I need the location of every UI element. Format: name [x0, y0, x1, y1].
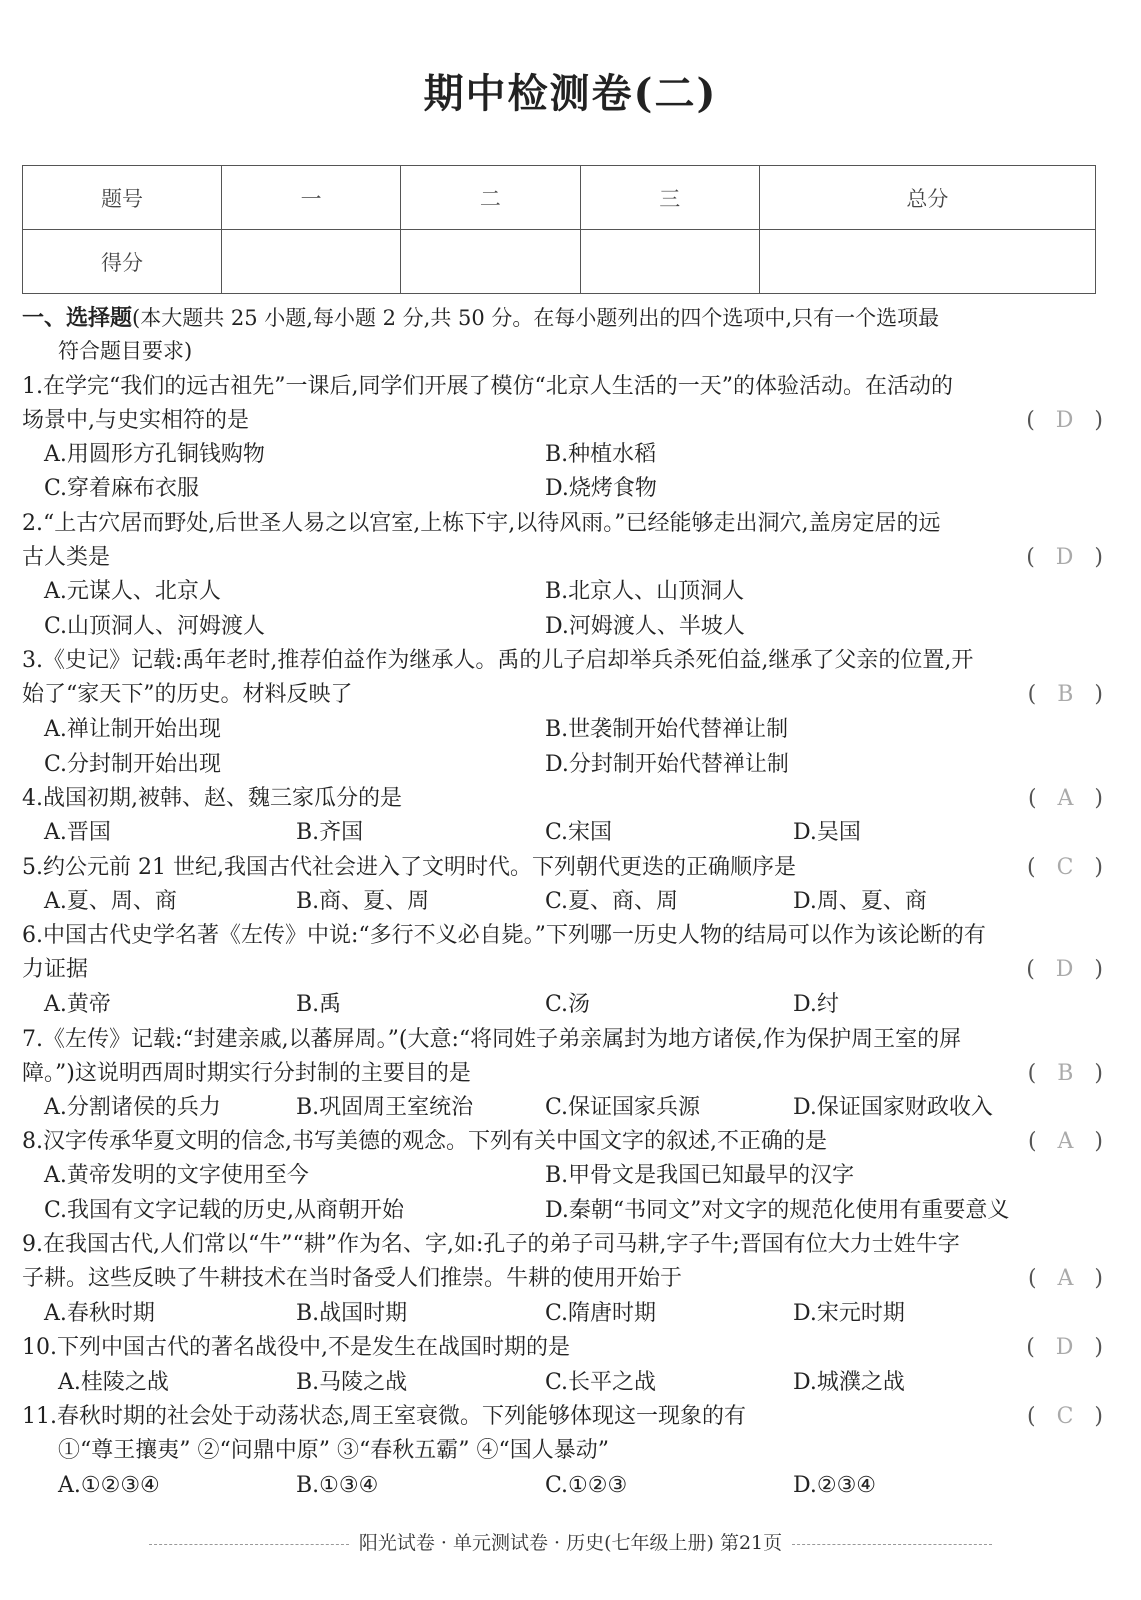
answer-bracket[interactable]: ( B ) [1027, 1061, 1103, 1086]
answer-option[interactable]: B.齐国 [296, 820, 364, 845]
answer-option[interactable]: B.巩固周王室统治 [296, 1095, 474, 1120]
answer-option[interactable]: D.河姆渡人、半坡人 [545, 614, 745, 639]
answer-option[interactable]: C.隋唐时期 [545, 1301, 657, 1326]
score-table-score-row [23, 230, 1096, 294]
answer-option[interactable]: C.长平之战 [545, 1370, 657, 1395]
answer-option[interactable]: A.黄帝 [44, 992, 111, 1017]
page-title: 期中检测卷(二) [423, 70, 718, 117]
question-stem: 3.《史记》记载:禹年老时,推荐伯益作为继承人。禹的儿子启却举兵杀死伯益,继承了父亲的位置,开 [22, 648, 974, 673]
answer-bracket[interactable]: ( A ) [1027, 1129, 1103, 1154]
answer-option[interactable]: A.元谋人、北京人 [44, 579, 221, 604]
answer-option[interactable]: D.烧烤食物 [545, 476, 657, 501]
question-stem-cont: 古人类是 [22, 545, 111, 570]
answer-bracket[interactable]: ( D ) [1026, 957, 1103, 982]
answer-bracket[interactable]: ( C ) [1027, 1404, 1103, 1429]
answer-option[interactable]: B.种植水稻 [545, 442, 657, 467]
answer-option[interactable]: C.宋国 [545, 820, 613, 845]
answer-option[interactable]: B.①③④ [296, 1473, 379, 1498]
answer-bracket[interactable]: ( D ) [1026, 545, 1103, 570]
score-input-cell[interactable] [401, 230, 580, 294]
score-table-cell: 题号 [23, 166, 222, 230]
section-instructions-cont: 符合题目要求) [58, 339, 193, 363]
answer-bracket[interactable]: ( A ) [1027, 1266, 1103, 1291]
answer-letter: D [1055, 1335, 1074, 1360]
answer-option[interactable]: D.周、夏、商 [793, 889, 927, 914]
answer-bracket[interactable]: ( D ) [1026, 408, 1103, 433]
question-stem: 2.“上古穴居而野处,后世圣人易之以宫室,上栋下宇,以待风雨。”已经能够走出洞穴,盖房定居的远 [22, 511, 941, 536]
question-stem: 6.中国古代史学名著《左传》中说:“多行不义必自毙。”下列哪一历史人物的结局可以作为该论断的有 [22, 923, 986, 948]
section-instructions: (本大题共 25 小题,每小题 2 分,共 50 分。在每小题列出的四个选项中,只有一个选项最 [132, 306, 940, 330]
answer-letter: B [1057, 1061, 1074, 1086]
answer-letter: A [1057, 1129, 1074, 1154]
answer-option[interactable]: B.马陵之战 [296, 1370, 408, 1395]
answer-option[interactable]: D.宋元时期 [793, 1301, 905, 1326]
score-table-cell: 得分 [23, 230, 222, 294]
question-stem: 9.在我国古代,人们常以“牛”“耕”作为名、字,如:孔子的弟子司马耕,字子牛;晋国有位大力士姓牛字 [22, 1232, 960, 1257]
question-stem-cont: 场景中,与史实相符的是 [22, 408, 249, 433]
question-stem: 1.在学完“我们的远古祖先”一课后,同学们开展了模仿“北京人生活的一天”的体验活动。在活动的 [22, 374, 953, 399]
answer-option[interactable]: C.夏、商、周 [545, 889, 679, 914]
answer-option[interactable]: A.用圆形方孔铜钱购物 [44, 442, 265, 467]
answer-option[interactable]: A.夏、周、商 [44, 889, 177, 914]
section-heading: 一、选择题 [22, 305, 133, 331]
question-stem: 8.汉字传承华夏文明的信念,书写美德的观念。下列有关中国文字的叙述,不正确的是 [22, 1129, 827, 1154]
question-stem-cont: 始了“家天下”的历史。材料反映了 [22, 682, 353, 707]
answer-letter: C [1056, 1404, 1074, 1429]
answer-option[interactable]: D.秦朝“书同文”对文字的规范化使用有重要意义 [545, 1198, 1010, 1223]
answer-option[interactable]: B.商、夏、周 [296, 889, 430, 914]
answer-option[interactable]: A.黄帝发明的文字使用至今 [44, 1163, 309, 1188]
answer-letter: A [1057, 786, 1074, 811]
answer-option[interactable]: C.汤 [545, 992, 591, 1017]
answer-option[interactable]: B.禹 [296, 992, 342, 1017]
answer-option[interactable]: D.分封制开始代替禅让制 [545, 752, 789, 777]
answer-bracket[interactable]: ( C ) [1027, 855, 1103, 880]
answer-option[interactable]: B.世袭制开始代替禅让制 [545, 717, 789, 742]
answer-option[interactable]: D.城濮之战 [793, 1370, 905, 1395]
question-stem: 7.《左传》记载:“封建亲戚,以蕃屏周。”(大意:“将同姓子弟亲属封为地方诸侯,作为保护周王室的屏 [22, 1027, 962, 1052]
question-stem-cont: 力证据 [22, 957, 89, 982]
answer-option[interactable]: A.春秋时期 [44, 1301, 155, 1326]
answer-option[interactable]: C.山顶洞人、河姆渡人 [44, 614, 266, 639]
answer-letter: D [1055, 545, 1074, 570]
answer-option[interactable]: C.穿着麻布衣服 [44, 476, 200, 501]
answer-option[interactable]: D.吴国 [793, 820, 861, 845]
answer-option[interactable]: B.北京人、山顶洞人 [545, 579, 745, 604]
answer-option[interactable]: D.纣 [793, 992, 839, 1017]
question-stem-cont: 子耕。这些反映了牛耕技术在当时备受人们推崇。牛耕的使用开始于 [22, 1266, 683, 1291]
answer-option[interactable]: A.①②③④ [58, 1473, 160, 1498]
score-table-cell: 二 [401, 166, 580, 230]
question-stem: 5.约公元前 21 世纪,我国古代社会进入了文明时代。下列朝代更迭的正确顺序是 [22, 855, 796, 880]
answer-bracket[interactable]: ( B ) [1027, 682, 1103, 707]
answer-option[interactable]: B.战国时期 [296, 1301, 408, 1326]
score-table [22, 165, 1096, 294]
answer-letter: A [1057, 1266, 1074, 1291]
answer-option[interactable]: C.①②③ [545, 1473, 628, 1498]
question-stem-cont: ①“尊王攘夷” ②“问鼎中原” ③“春秋五霸” ④“国人暴动” [58, 1438, 609, 1463]
score-input-cell[interactable] [759, 230, 1095, 294]
question-stem: 4.战国初期,被韩、赵、魏三家瓜分的是 [22, 786, 402, 811]
answer-option[interactable]: C.保证国家兵源 [545, 1095, 701, 1120]
answer-option[interactable]: A.晋国 [44, 820, 111, 845]
answer-bracket[interactable]: ( D ) [1026, 1335, 1103, 1360]
answer-option[interactable]: A.桂陵之战 [58, 1370, 169, 1395]
score-table-cell: 总分 [759, 166, 1095, 230]
answer-bracket[interactable]: ( A ) [1027, 786, 1103, 811]
answer-option[interactable]: C.分封制开始出现 [44, 752, 222, 777]
answer-option[interactable]: A.分割诸侯的兵力 [44, 1095, 221, 1120]
question-stem: 11.春秋时期的社会处于动荡状态,周王室衰微。下列能够体现这一现象的有 [22, 1404, 746, 1429]
page-footer: 阳光试卷 · 单元测试卷 · 历史(七年级上册) 第21页 [0, 1528, 1141, 1555]
answer-letter: B [1057, 682, 1074, 707]
answer-option[interactable]: A.禅让制开始出现 [44, 717, 221, 742]
answer-letter: D [1055, 408, 1074, 433]
score-table-cell: 三 [580, 166, 759, 230]
answer-letter: C [1056, 855, 1074, 880]
question-stem: 10.下列中国古代的著名战役中,不是发生在战国时期的是 [22, 1335, 570, 1360]
answer-option[interactable]: D.保证国家财政收入 [793, 1095, 993, 1120]
answer-option[interactable]: D.②③④ [793, 1473, 877, 1498]
score-table-cell: 一 [222, 166, 401, 230]
score-input-cell[interactable] [580, 230, 759, 294]
score-input-cell[interactable] [222, 230, 401, 294]
question-stem-cont: 障。”)这说明西周时期实行分封制的主要目的是 [22, 1061, 471, 1086]
section-header [22, 302, 1102, 335]
score-table-header-row [23, 166, 1096, 230]
answer-option[interactable]: C.我国有文字记载的历史,从商朝开始 [44, 1198, 405, 1223]
answer-option[interactable]: B.甲骨文是我国已知最早的汉字 [545, 1163, 855, 1188]
answer-letter: D [1055, 957, 1074, 982]
